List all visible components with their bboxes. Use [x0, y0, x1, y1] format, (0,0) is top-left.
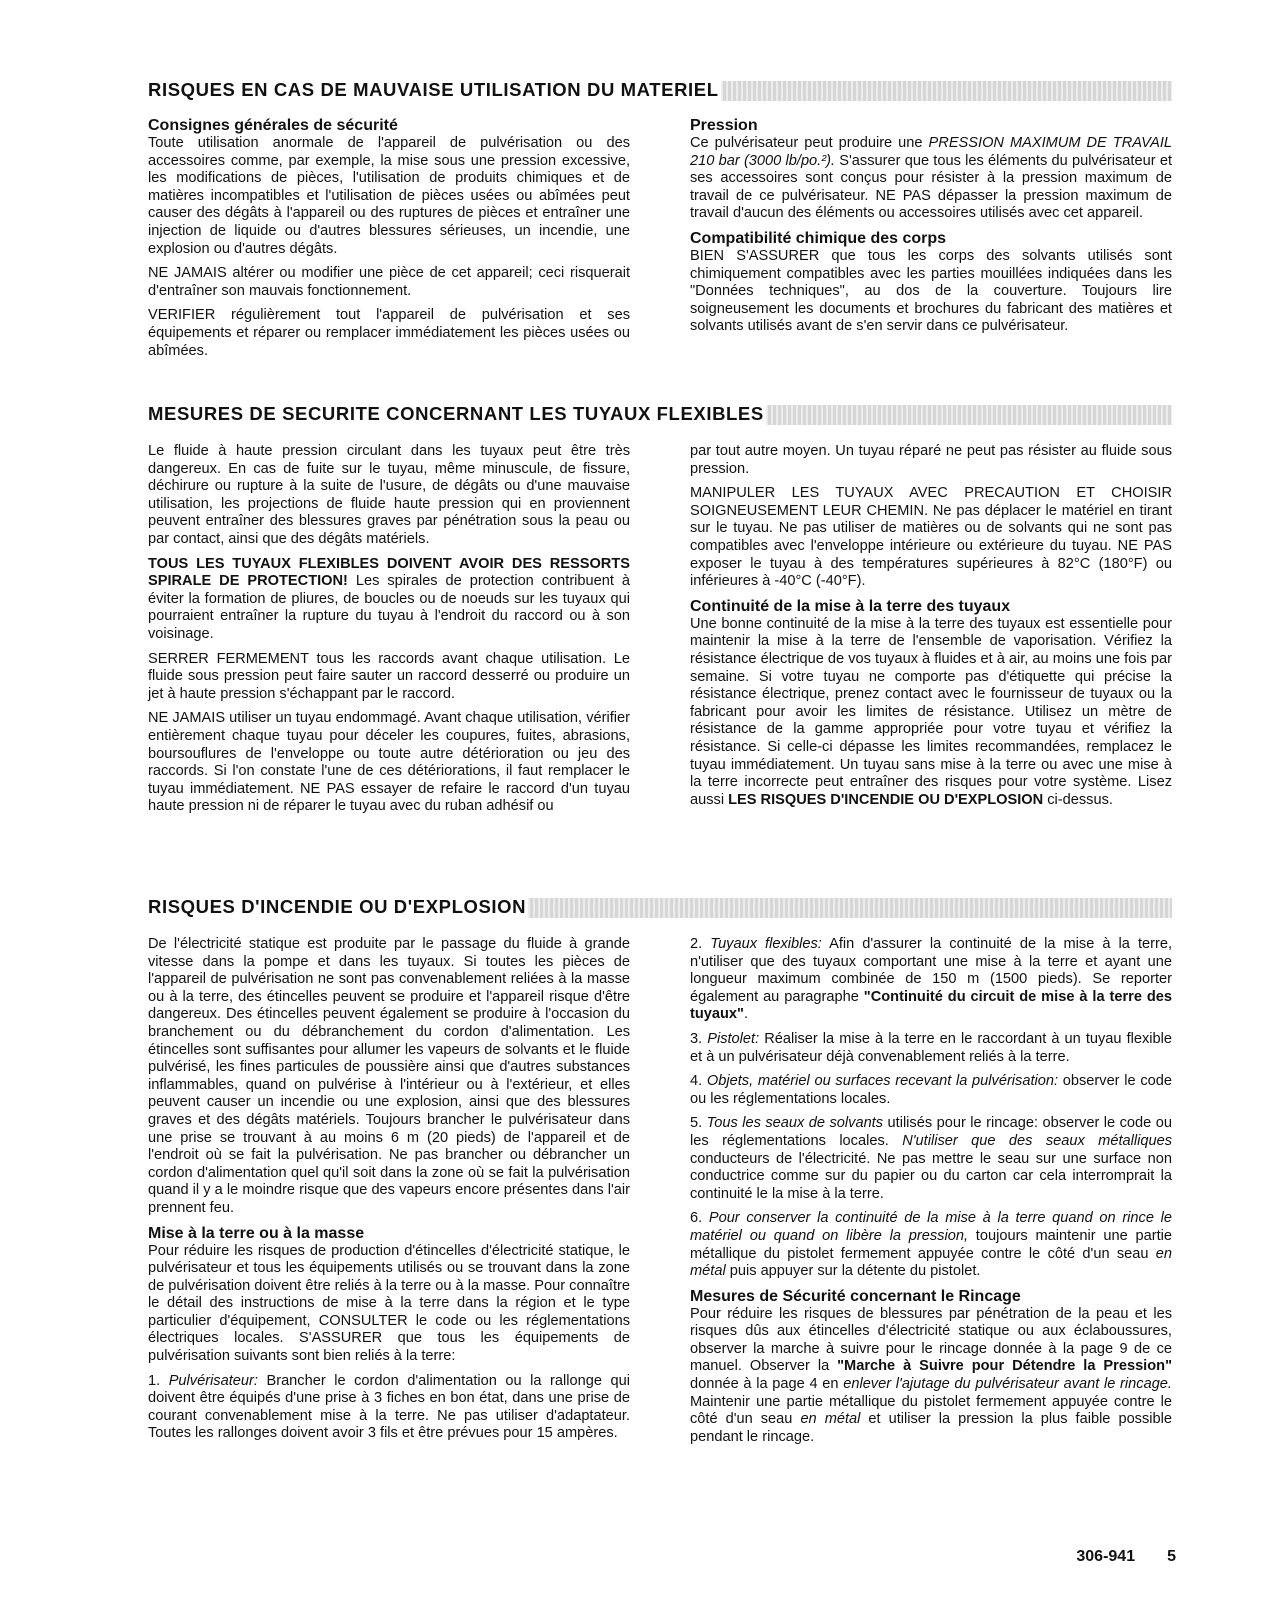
- paragraph: NE JAMAIS utiliser un tuyau endommagé. Avant chaque utilisation, vérifier entièrement chaque tuyau pour déceler les coupures, fuites, abrasions, boursouflures de l'enveloppe ou toute autre détérioration ou jeu des raccords. Si l'on constate l'une de ces détériorations, il faut remplacer le tuyau immédiatement. NE PAS essayer de refaire le raccord d'un tuyau haute pression ni de réparer le tuyau avec du ruban adhésif ou: [148, 710, 630, 815]
- page-number: 5: [1167, 1548, 1176, 1565]
- section-header-bar: [148, 894, 1172, 920]
- left-column: [148, 443, 630, 823]
- section-fire: [148, 894, 1172, 1453]
- paragraph: Ce pulvérisateur peut produire une PRESSION MAXIMUM DE TRAVAIL 210 bar (3000 lb/po.²). S'assurer que tous les éléments du pulvérisateur et ses accessoires sont conçus pour résister à la pression maximum de travail de ce pulvérisateur. NE PAS dépasser la pression maximum de travail d'aucun des éléments ou accessoires utilisés avec cet appareil.: [690, 135, 1173, 222]
- subheading: Mise à la terre ou à la masse: [148, 1224, 365, 1242]
- paragraph: Toute utilisation anormale de l'appareil de pulvérisation ou des accessoires comme, par exemple, la mise sous une pression excessive, les modifications de pièces, l'utilisation de produits chimiques et de matières incompatibles et l'utilisation de pièces usées ou abîmées peut causer des dégâts à l'appareil ou des ruptures de pièces et entraîner une injection de liquide ou d'autres blessures sérieuses, un incendie, une explosion ou d'autres dégâts.: [148, 135, 630, 257]
- paragraph: VERIFIER régulièrement tout l'appareil de pulvérisation et ses équipements et réparer ou remplacer immédiatement les pièces usées ou abîmées.: [148, 307, 630, 359]
- section-misuse: [148, 77, 1172, 367]
- paragraph: De l'électricité statique est produite par le passage du fluide à grande vitesse dans la pompe et dans les tuyaux. Si toutes les pièces de l'appareil de pulvérisation ne sont pas convenablement reliées à la masse ou à la terre, des étincelles peuvent se produire et l'appareil risque d'être dangereux. Des étincelles peuvent également se produire à l'occasion du branchement ou du débranchement du cordon d'alimentation. Les étincelles sont suffisantes pour allumer les vapeurs de solvants et le fluide pulvérisé, les fines particules de poussière ainsi que d'autres substances inflammables, quand on pulvérise à l'intérieur ou à l'extérieur, et elles peuvent causer un incendie ou une explosion, ainsi que des blessures graves et des dégâts matériels. Toujours brancher le pulvérisateur dans une prise se trouvant à au moins 6 m (20 pieds) de l'appareil et de l'endroit où se fait la pulvérisation. Ne pas brancher ou débrancher un cordon d'alimentation quel qu'il soit dans la zone où se fait la pulvérisation quand il y a le moindre risque que des vapeurs encore présentes dans l'air prennent feu.: [148, 936, 630, 1216]
- header-screen-fill: [721, 81, 1172, 101]
- list-item: 3. Pistolet: Réaliser la mise à la terre en le raccordant à un tuyau flexible et à un pulvérisateur déjà convenablement reliés à la terre.: [690, 1030, 1172, 1065]
- subheading: Continuité de la mise à la terre des tuyaux: [690, 597, 1011, 615]
- section-header-bar: [148, 401, 1172, 427]
- paragraph: Le fluide à haute pression circulant dans les tuyaux peut être très dangereux. En cas de fuite sur le tuyau, même minuscule, de fissure, déchirure ou rupture à la suite de l'usure, de dégâts ou d'une mauvaise utilisation, les projections de fluide haute pression qui en proviennent peuvent entraîner des blessures graves par pénétration sous la peau ou par contact, ainsi que des dégâts matériels.: [148, 443, 630, 547]
- paragraph: TOUS LES TUYAUX FLEXIBLES DOIVENT AVOIR DES RESSORTS SPIRALE DE PROTECTION! Les spirales de protection contribuent à éviter la formation de pliures, de boucles ou de noeuds sur les tuyaux qui pourraient entraîner la rupture du tuyau à l'endroit du raccord ou à son voisinage.: [148, 555, 630, 642]
- right-column: [690, 117, 1172, 367]
- paragraph: MANIPULER LES TUYAUX AVEC PRECAUTION ET CHOISIR SOIGNEUSEMENT LEUR CHEMIN. Ne pas déplacer le matériel en tirant sur le tuyau. Ne pas utiliser de matières ou de solvants qui ne sont pas compatibles avec l'enveloppe intérieure ou extérieure du tuyau. NE PAS exposer le tuyau à des températures supérieures à 82°C (180°F) ou inférieures à -40°C (-40°F).: [690, 485, 1172, 590]
- paragraph: Une bonne continuité de la mise à la terre des tuyaux est essentielle pour maintenir la mise à la terre de l'ensemble de vaporisation. Vérifiez la résistance électrique de vos tuyaux à fluides et à air, au moins une fois par semaine. Si votre tuyau ne comporte pas d'étiquette qui précise la résistance électrique, prenez contact avec le fournisseur de tuyaux ou la fabricant pour avoir les limites de résistance. Utilisez un mètre de résistance de la gamme appropriée pour votre tuyau et vérifiez la résistance. Si celle-ci dépasse les limites recommandées, remplacez le tuyau immédiatement. Un tuyau sans mise à la terre ou avec une mise à la terre incorrecte peut entraîner des risques pour votre système. Lisez aussi LES RISQUES D'INCENDIE OU D'EXPLOSION ci-dessus.: [690, 615, 1172, 808]
- section-title: MESURES DE SECURITE CONCERNANT LES TUYAUX FLEXIBLES: [148, 403, 764, 424]
- paragraph: Pour réduire les risques de production d'étincelles d'électricité statique, le pulvérisateur et tous les équipements utilisés ou se trouvant dans la zone de pulvérisation doivent être reliés à la terre ou à la masse. Pour connaître le détail des instructions de mise à la terre dans la région et le type particulier d'équipement, CONSULTER le code ou les réglementations électriques locales. S'ASSURER que tous les équipements de pulvérisation suivants sont bien reliés à la terre:: [148, 1242, 630, 1365]
- right-column: [690, 936, 1172, 1453]
- header-screen-fill: [528, 898, 1172, 918]
- section-hoses: [148, 401, 1172, 823]
- subheading: Consignes générales de sécurité: [148, 117, 398, 134]
- right-column: [690, 443, 1172, 823]
- list-item: 5. Tous les seaux de solvants utilisés pour le rincage: observer le code ou les réglementations locales. N'utiliser que des seaux métalliques conducteurs de l'électricité. Ne pas mettre le seau sur une surface non conductrice comme sur du papier ou du carton car cela interromprait la continuité le la mise à la terre.: [690, 1115, 1173, 1202]
- subheading: Pression: [690, 117, 758, 134]
- document-number: 306-941: [1076, 1548, 1136, 1565]
- left-column: [148, 117, 630, 367]
- subheading: Compatibilité chimique des corps: [690, 229, 947, 247]
- paragraph: par tout autre moyen. Un tuyau réparé ne peut pas résister au fluide sous pression.: [690, 443, 1172, 477]
- paragraph: BIEN S'ASSURER que tous les corps des solvants utilisés sont chimiquement compatibles avec les parties mouillées indiquées dans les "Données techniques", au dos de la couverture. Toujours lire soigneusement les documents et brochures du fabricant des matières et solvants utilisés avant de s'en servir dans ce pulvérisateur.: [690, 247, 1172, 335]
- header-screen-fill: [766, 405, 1172, 425]
- section-header-bar: [148, 77, 1172, 103]
- left-column: [148, 936, 630, 1453]
- section-title: RISQUES EN CAS DE MAUVAISE UTILISATION DU MATERIEL: [148, 79, 719, 100]
- list-item: 2. Tuyaux flexibles: Afin d'assurer la continuité de la mise à la terre, n'utiliser que des tuyaux comportant une mise à la terre et ayant une longueur maximum combinée de 150 m (1500 pieds). Se reporter également au paragraphe "Continuité du circuit de mise à la terre des tuyaux".: [690, 936, 1173, 1023]
- subheading: Mesures de Sécurité concernant le Rincage: [690, 1287, 1021, 1305]
- paragraph: Pour réduire les risques de blessures par pénétration de la peau et les risques dûs aux étincelles d'électricité statique ou aux éclaboussures, observer la marche à suivre pour le rincage donnée à la page 9 de ce manuel. Observer la "Marche à Suivre pour Détendre la Pression" donnée à la page 4 en enlever l'ajutage du pulvérisateur avant le rincage. Maintenir une partie métallique du pistolet fermement appuyée contre le côté d'un seau en métal et utiliser la pression la plus faible possible pendant le rincage.: [690, 1305, 1172, 1445]
- list-item: 1. Pulvérisateur: Brancher le cordon d'alimentation ou la rallonge qui doivent être équipés d'une prise à 3 fiches en bon état, dans une prise de courant convenablement mise à la terre. Ne pas utiliser d'adaptateur. Toutes les rallonges doivent avoir 3 fils et être prévues pour 15 ampères.: [148, 1372, 630, 1442]
- paragraph: NE JAMAIS altérer ou modifier une pièce de cet appareil; ceci risquerait d'entraîner son mauvais fonctionnement.: [148, 265, 630, 299]
- page-footer: [1076, 1548, 1176, 1566]
- paragraph: SERRER FERMEMENT tous les raccords avant chaque utilisation. Le fluide sous pression peut faire sauter un raccord desserré ou produire un jet à haute pression s'échappant par le raccord.: [148, 650, 630, 702]
- section-title: RISQUES D'INCENDIE OU D'EXPLOSION: [148, 896, 527, 917]
- list-item: 6. Pour conserver la continuité de la mise à la terre quand on rince le matériel ou quand on libère la pression, toujours maintenir une partie métallique du pistolet fermement appuyée contre le côté d'un seau en métal puis appuyer sur la détente du pistolet.: [690, 1210, 1172, 1280]
- list-item: 4. Objets, matériel ou surfaces recevant la pulvérisation: observer le code ou les réglementations locales.: [690, 1073, 1172, 1107]
